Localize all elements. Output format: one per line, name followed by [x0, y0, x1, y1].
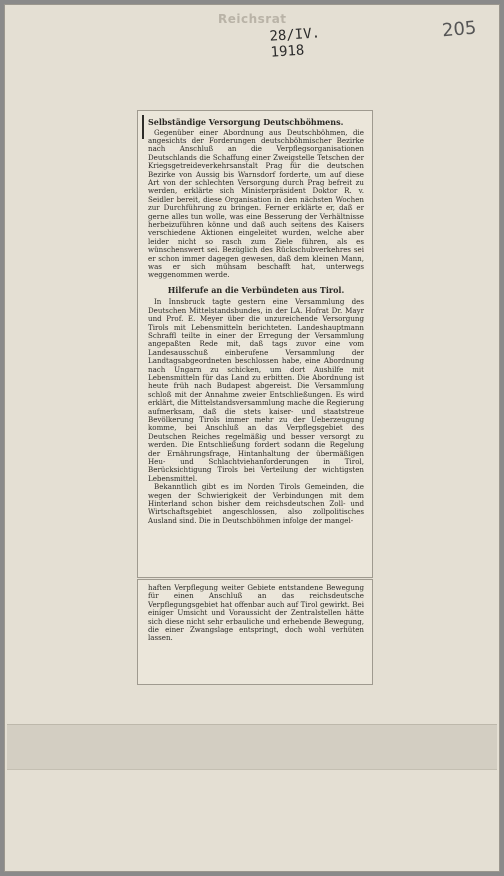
handwritten-date: 28/IV. 1918: [268, 25, 321, 61]
archive-page: [4, 4, 500, 872]
handwritten-page-number: 205: [441, 17, 478, 42]
paper-fold: [7, 724, 497, 770]
article-2-headline: Hilferufe an die Verbündeten aus Tirol.: [167, 284, 345, 295]
article-2-continuation: haften Verpflegung weiter Gebiete entstandene Bewegung für einen Anschluß an das reichsdeutsche Verpflegungsgebiet hat offenbar auch auf Tirol gewirkt. Bei einiger Umsicht und Voraussicht der Zentralstellen hätte sich diese nicht sehr erbauliche und erhebende Bewegung, die einer Zwangslage entspringt, doch wohl verhüten lassen.: [148, 583, 364, 643]
article-1-paragraph: Gegenüber einer Abordnung aus Deutschböhmen, die angesichts der Forderungen deutschböhmischer Bezirke nach Anschluß an die Verpflegsorganisationen Deutschlands die Schaffung einer Zweigstelle Tetschen der Kriegsgetreideverkehrsanstalt Prag für die deutschen Bezirke von Aussig bis Warnsdorf forderte, um auf diese Art von der schlechten Versorgung durch Prag befreit zu werden, erklärte sich Ministerpräsident Doktor R. v. Seidler bereit, diese Organisation in den nächsten Wochen zur Durchführung zu bringen. Ferner erklärte er, daß er gerne alles tun wolle, was eine Besserung der Verhältnisse herbeizuführen könne und daß auch seitens des Kaisers verschiedene Aktionen eingeleitet wurden, welche aber leider nicht so rasch zum Ziele führen, als es wünschenswert sei. Bezüglich des Rückschubverkehres sei er schon immer dagegen gewesen, daß dem kleinen Mann, was er sich mühsam beschafft hat, unterwegs weggenommen werde.: [148, 127, 364, 280]
archive-stamp: Reichsrat: [218, 12, 287, 26]
article-2-paragraph: In Innsbruck tagte gestern eine Versammlung des Deutschen Mittelstandsbundes, in der LA. Hofrat Dr. Mayr und Prof. E. Meyer über die unzureichende Versorgung Tirols mit Lebensmitteln berichteten. Landeshauptmann Schraffl teilte in einer der Erregung der Versammlung angepaßten Rede mit, daß tags zuvor eine vom Landesausschuß einberufene Versammlung der Landtagsabgeordneten beschlossen habe, eine Abordnung nach Ungarn zu schicken, um dort Aushilfe mit Lebensmitteln für das Land zu erbitten. Die Abordnung ist heute früh nach Budapest abgereist. Die Versammlung schloß mit der Annahme zweier Entschließungen. Es wird erklärt, die Mittelstandsversammlung mache die Regierung aufmerksam, daß die stets kaiser- und staatstreue Bevölkerung Tirols immer mehr zu der Ueberzeugung komme, bei Anschluß an das Verpflegsgebiet des Deutschen Reiches regelmäßig und besser versorgt zu werden. Die Entschließung fordert sodann die Regelung der Ernährungsfrage, Hintanhaltung der übermäßigen Heu- und Schlachtviehanforderungen in Tirol, Berücksichtigung Tirols bei Verteilung der wichtigsten Lebensmittel.: [148, 297, 364, 483]
newspaper-clipping-main: [138, 111, 372, 577]
article-1-headline: Selbständige Versorgung Deutschböhmens.: [148, 117, 344, 127]
newspaper-clipping-continuation: [138, 580, 372, 684]
article-2-paragraph: Bekanntlich gibt es im Norden Tirols Gemeinden, die wegen der Schwierigkeit der Verbindungen mit dem Hinterland schon bisher dem reichsdeutschen Zoll- und Wirtschaftsgebiet angeschlossen, also zollpolitisches Ausland sind. Die in Deutschböhmen infolge der mangel-: [148, 482, 364, 525]
